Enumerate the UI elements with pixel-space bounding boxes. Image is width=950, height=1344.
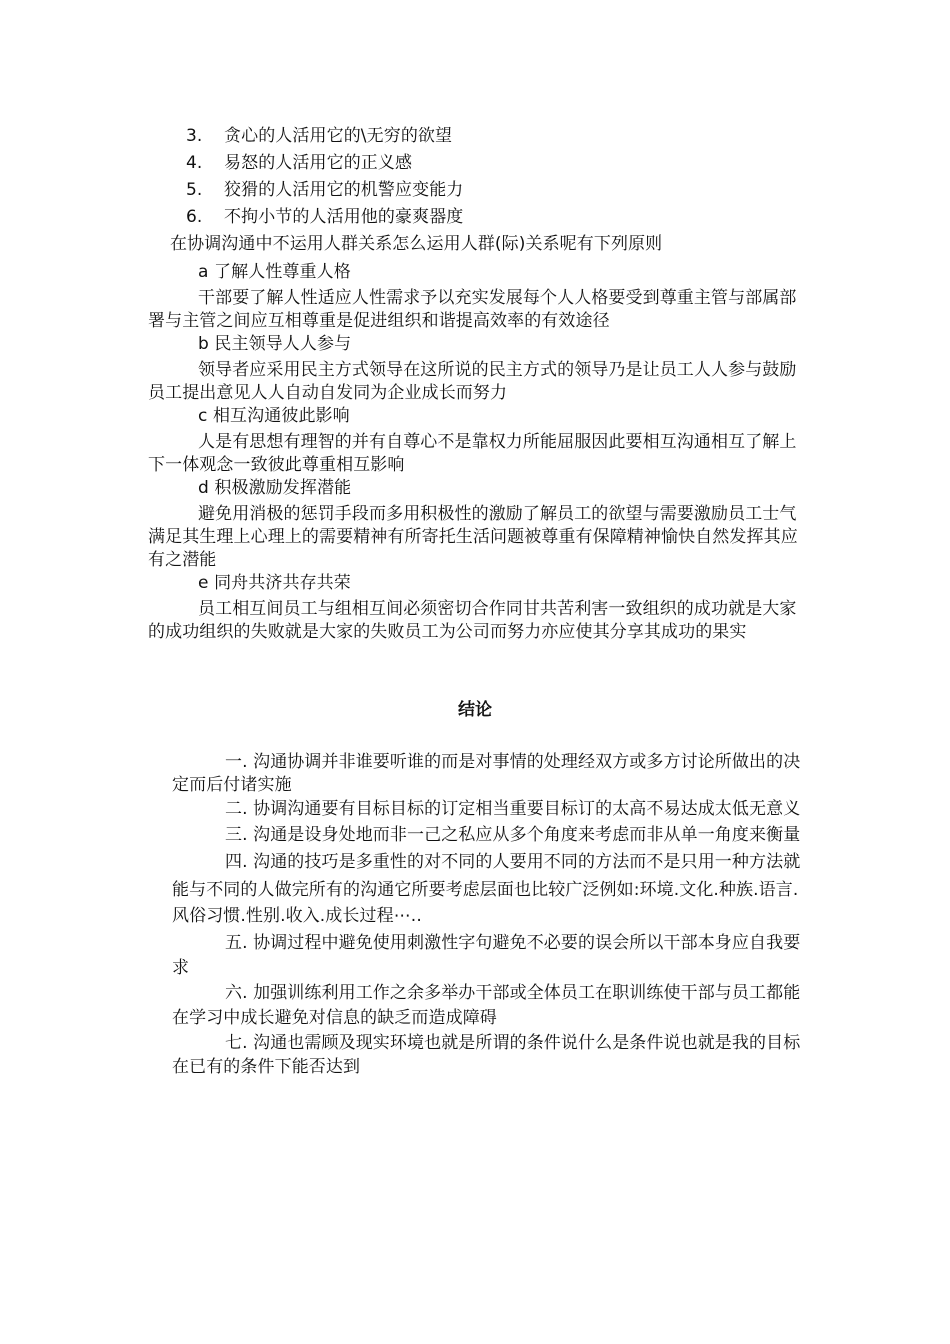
list-number: 5. — [186, 180, 203, 200]
conclusion-line: 六. 加强训练利用工作之余多举办干部或全体员工在职训练使干部与员工都能 — [225, 983, 801, 1003]
principle-body-line: 有之潜能 — [148, 550, 217, 570]
conclusion-line: 五. 协调过程中避免使用刺激性字句避免不必要的误会所以干部本身应自我要 — [225, 933, 801, 953]
principle-body-line: 人是有思想有理智的并有自尊心不是靠权力所能屈服因此要相互沟通相互了解上 — [198, 432, 797, 452]
principle-body-line: 的成功组织的失败就是大家的失败员工为公司而努力亦应使其分享其成功的果实 — [148, 622, 747, 642]
conclusion-line: 七. 沟通也需顾及现实环境也就是所谓的条件说什么是条件说也就是我的目标 — [225, 1033, 801, 1053]
conclusion-line: 能与不同的人做完所有的沟通它所要考虑层面也比较广泛例如:环境.文化.种族.语言. — [172, 880, 799, 900]
conclusion-line: 求 — [172, 958, 190, 978]
conclusion-line: 风俗习惯.性别.收入.成长过程⋯.. — [172, 906, 422, 926]
principle-body-line: 员工提出意见人人自动自发同为企业成长而努力 — [148, 383, 508, 403]
list-number: 6. — [186, 207, 203, 227]
conclusion-line: 定而后付诸实施 — [172, 775, 292, 795]
list-text: 易怒的人活用它的正义感 — [224, 153, 413, 173]
list-text: 不拘小节的人活用他的豪爽器度 — [224, 207, 464, 227]
principle-body-line: 干部要了解人性适应人性需求予以充实发展每个人人格要受到尊重主管与部属部 — [198, 288, 797, 308]
list-text: 贪心的人活用它的\无穷的欲望 — [224, 126, 453, 146]
conclusion-line: 二. 协调沟通要有目标目标的订定相当重要目标订的太高不易达成太低无意义 — [225, 799, 801, 819]
principle-title: a 了解人性尊重人格 — [198, 262, 351, 282]
conclusion-line: 在学习中成长避免对信息的缺乏而造成障碍 — [172, 1008, 497, 1028]
list-item — [186, 124, 452, 148]
principle-title: b 民主领导人人参与 — [198, 334, 352, 354]
conclusion-line: 在已有的条件下能否达到 — [172, 1057, 361, 1077]
principle-body-line: 下一体观念一致彼此尊重相互影响 — [148, 455, 405, 475]
principle-title: d 积极激励发挥潜能 — [198, 478, 352, 498]
principle-body-line: 员工相互间员工与组相互间必须密切合作同甘共苦利害一致组织的成功就是大家 — [198, 599, 797, 619]
principle-body-line: 满足其生理上心理上的需要精神有所寄托生活问题被尊重有保障精神愉快自然发挥其应 — [148, 527, 798, 547]
conclusion-line: 三. 沟通是设身处地而非一己之私应从多个角度来考虑而非从单一角度来衡量 — [225, 825, 801, 845]
principle-body-line: 避免用消极的惩罚手段而多用积极性的激励了解员工的欲望与需要激励员工士气 — [198, 504, 797, 524]
conclusion-line: 四. 沟通的技巧是多重性的对不同的人要用不同的方法而不是只用一种方法就 — [225, 852, 801, 872]
principle-body-line: 署与主管之间应互相尊重是促进组织和谐提高效率的有效途径 — [148, 311, 610, 331]
conclusion-line: 一. 沟通协调并非谁要听谁的而是对事情的处理经双方或多方讨论所做出的决 — [225, 752, 801, 772]
list-item — [186, 205, 463, 229]
principle-body-line: 领导者应采用民主方式领导在这所说的民主方式的领导乃是让员工人人参与鼓励 — [198, 360, 797, 380]
principle-title: e 同舟共济共存共荣 — [198, 573, 351, 593]
list-text: 狡猾的人活用它的机警应变能力 — [224, 180, 464, 200]
list-number: 4. — [186, 153, 203, 173]
list-item — [186, 178, 463, 202]
intro-paragraph: 在协调沟通中不运用人群关系怎么运用人群(际)关系呢有下列原则 — [170, 234, 663, 254]
list-item — [186, 151, 412, 175]
section-heading: 结论 — [458, 700, 492, 720]
principle-title: c 相互沟通彼此影响 — [198, 406, 350, 426]
list-number: 3. — [186, 126, 203, 146]
